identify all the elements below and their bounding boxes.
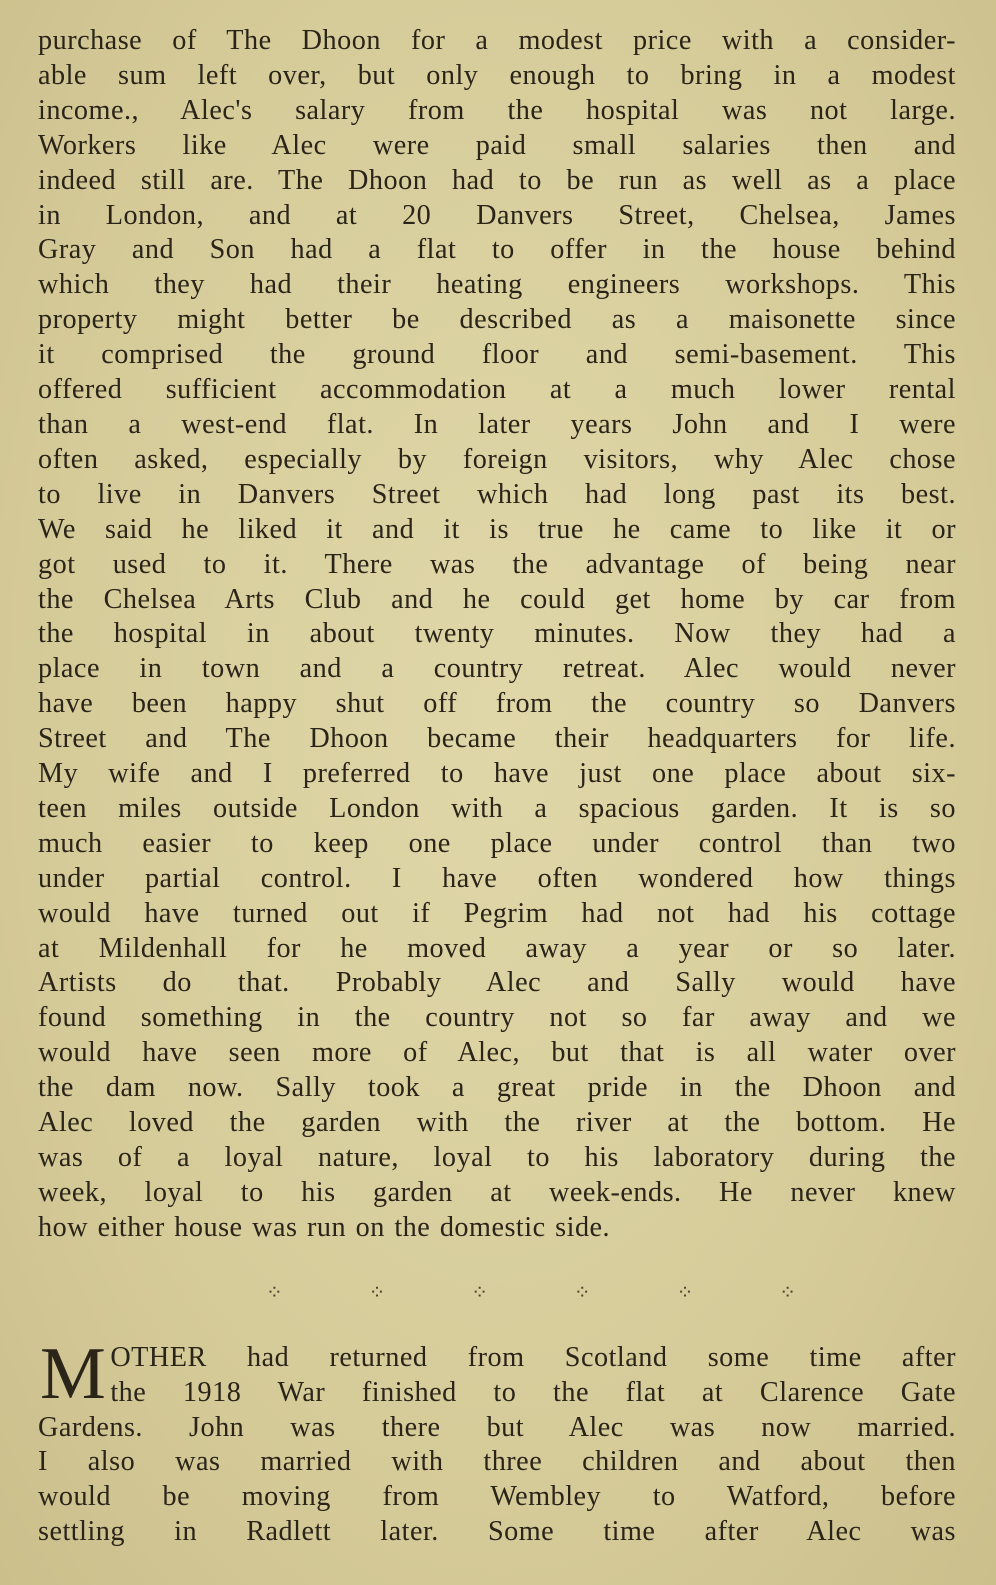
text-line: found something in the country not so far away and we (38, 1002, 956, 1034)
text-line: offered sufficient accommodation at a much lower rental (38, 374, 956, 406)
text-line: We said he liked it and it is true he came to like it or (38, 513, 956, 545)
text-line: Alec loved the garden with the river at the bottom. He (38, 1107, 956, 1139)
text-line: have been happy shut off from the country so Danvers (38, 688, 956, 720)
text-line: week, loyal to his garden at week-ends. He never knew (38, 1176, 956, 1208)
section-divider (266, 1280, 796, 1305)
drop-cap: M (40, 1332, 107, 1415)
text-line: would have seen more of Alec, but that is all water over (38, 1037, 956, 1069)
text-line: in London, and at 20 Danvers Street, Chelsea, James (38, 199, 956, 231)
text-line: purchase of The Dhoon for a modest price with a consider- (38, 25, 956, 56)
text-line: under partial control. I have often wondered how things (38, 862, 956, 894)
text-line: OTHER had returned from Scotland some time after (110, 1341, 956, 1373)
text-line: Street and The Dhoon became their headquarters for life. (38, 723, 956, 755)
divider-ornament: ⁘ (471, 1281, 489, 1304)
text-line: settling in Radlett later. Some time after Alec was (38, 1516, 956, 1548)
text-line: Gray and Son had a flat to offer in the house behind (38, 234, 956, 266)
text-line: the dam now. Sally took a great pride in the Dhoon and (38, 1072, 956, 1104)
text-line: it comprised the ground floor and semi-basement. This (38, 339, 956, 371)
text-line: which they had their heating engineers workshops. This (38, 269, 956, 301)
text-line: would be moving from Wembley to Watford, before (38, 1481, 956, 1513)
text-line: Workers like Alec were paid small salaries then and (38, 129, 956, 161)
divider-ornament: ⁘ (676, 1281, 694, 1304)
text-line: at Mildenhall for he moved away a year or so later. (38, 932, 956, 964)
text-line: much easier to keep one place under control than two (38, 827, 956, 859)
text-line: than a west-end flat. In later years John and I were (38, 408, 956, 440)
text-line: the hospital in about twenty minutes. Now they had a (38, 618, 956, 650)
divider-ornament: ⁘ (368, 1281, 386, 1304)
text-line: would have turned out if Pegrim had not had his cottage (38, 897, 956, 929)
text-line: able sum left over, but only enough to bring in a modest (38, 59, 956, 91)
paragraph-dhoon-and-danvers-street (38, 24, 956, 1246)
text-line: was of a loyal nature, loyal to his laboratory during the (38, 1142, 956, 1173)
paragraph-mother-returned (38, 1332, 956, 1550)
text-line: property might better be described as a maisonette since (38, 304, 956, 336)
divider-ornament: ⁘ (573, 1281, 591, 1304)
text-line: income., Alec's salary from the hospital was not large. (38, 94, 956, 126)
text-line: indeed still are. The Dhoon had to be run as well as a place (38, 164, 956, 196)
divider-ornament: ⁘ (266, 1281, 283, 1304)
divider-ornament: ⁘ (779, 1281, 796, 1304)
text-line: to live in Danvers Street which had long past its best. (38, 478, 956, 510)
text-line: got used to it. There was the advantage of being near (38, 548, 956, 580)
text-line: I also was married with three children and about then (38, 1446, 956, 1478)
text-line: Gardens. John was there but Alec was now married. (38, 1411, 956, 1443)
text-line: teen miles outside London with a spacious garden. It is so (38, 792, 956, 824)
text-line: the 1918 War finished to the flat at Clarence Gate (110, 1376, 956, 1408)
text-line: Artists do that. Probably Alec and Sally would have (38, 967, 956, 999)
text-line: place in town and a country retreat. Alec would never (38, 653, 956, 685)
text-line: the Chelsea Arts Club and he could get home by car from (38, 583, 956, 615)
text-line: often asked, especially by foreign visitors, why Alec chose (38, 443, 956, 475)
text-line: how either house was run on the domestic side. (38, 1211, 611, 1243)
text-line: My wife and I preferred to have just one place about six- (38, 758, 956, 790)
